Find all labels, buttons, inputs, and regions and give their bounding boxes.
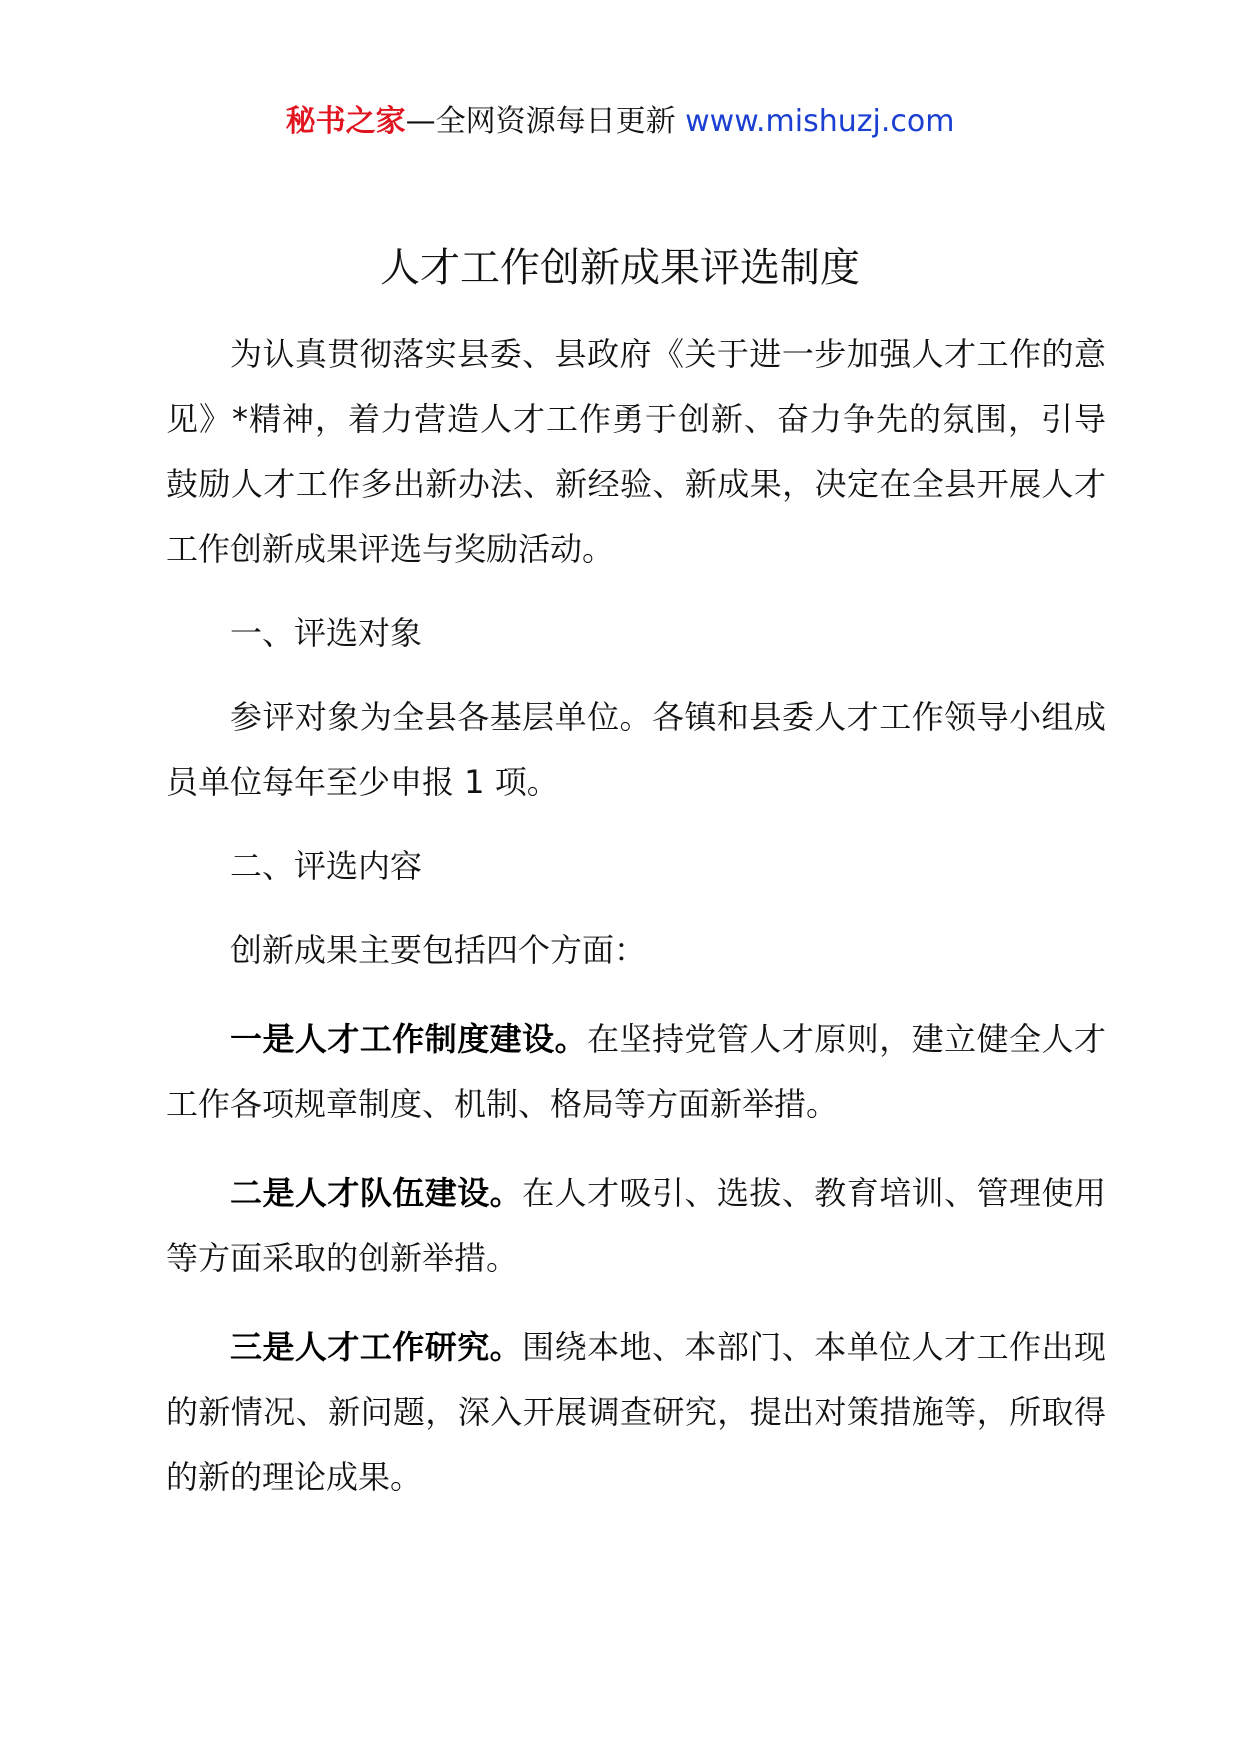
site-brand: 秘书之家 [285,104,406,139]
section-heading-content: 二、评选内容 [230,847,423,885]
content-item-2 [166,1161,1106,1291]
content-item-3-lead: 三是人才工作研究。 [230,1328,523,1366]
eligibility-paragraph: 参评对象为全县各基层单位。各镇和县委人才工作领导小组成员单位每年至少申报 1 项。 [166,698,1106,801]
site-url-link[interactable]: www.mishuzj.com [685,104,955,139]
content-item-2-text: 在人才吸引、选拔、教育培训、管理使用等方面采取的创新举措。 [166,1174,1106,1277]
content-item-1-text: 在坚持党管人才原则，建立健全人才工作各项规章制度、机制、格局等方面新举措。 [166,1020,1106,1123]
content-item-3-text: 围绕本地、本部门、本单位人才工作出现的新情况、新问题，深入开展调查研究，提出对策措施等，所取得的新的理论成果。 [166,1328,1106,1496]
content-item-3 [166,1315,1106,1510]
content-intro-paragraph: 创新成果主要包括四个方面： [230,931,647,969]
intro-paragraph: 为认真贯彻落实县委、县政府《关于进一步加强人才工作的意见》*精神，着力营造人才工作勇于创新、奋力争先的氛围，引导鼓励人才工作多出新办法、新经验、新成果，决定在全县开展人才工作创新成果评选与奖励活动。 [166,335,1106,568]
document-body [166,322,1106,1510]
document-title: 人才工作创新成果评选制度 [380,245,860,291]
section-heading-eligibility: 一、评选对象 [230,614,423,652]
site-tagline: —全网资源每日更新 [405,104,686,139]
site-header [0,100,1240,144]
content-item-1-lead: 一是人才工作制度建设。 [230,1020,588,1058]
content-item-1 [166,1007,1106,1137]
content-item-2-lead: 二是人才队伍建设。 [230,1174,523,1212]
